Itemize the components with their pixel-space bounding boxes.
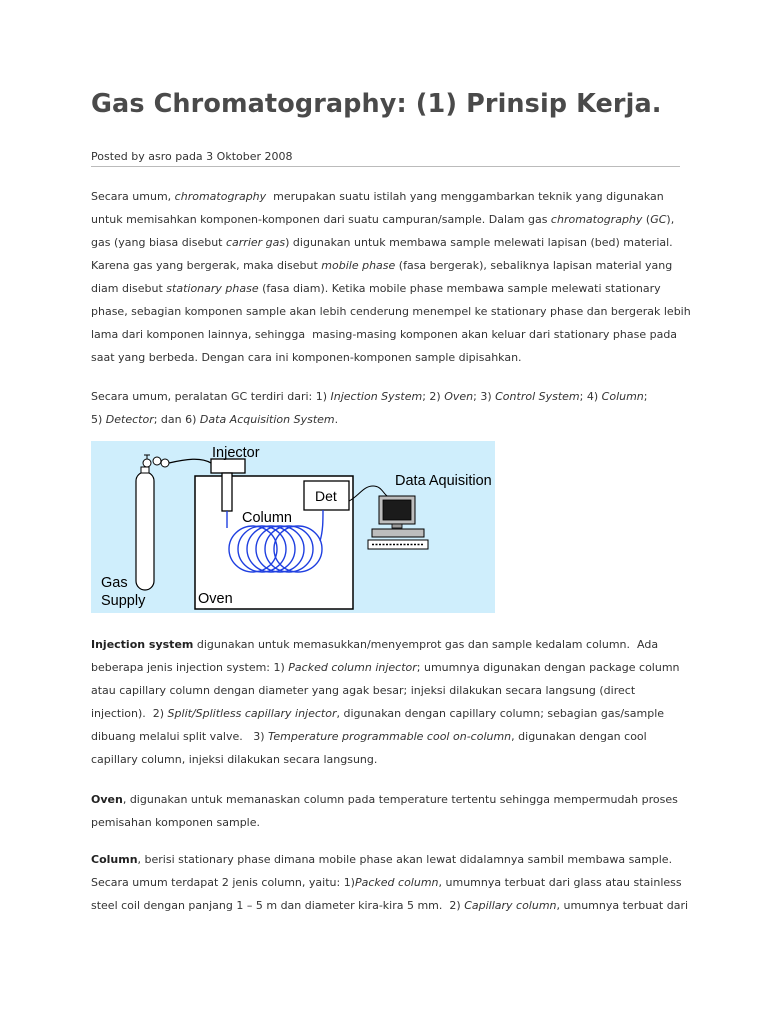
text-run: steel coil dengan panjang 1 – 5 m dan diameter kira-kira 5 mm. 2) (91, 899, 465, 912)
italic-term: mobile phase (321, 259, 396, 272)
text-line (91, 346, 691, 369)
text-line (91, 848, 691, 871)
italic-term: Detector (105, 413, 154, 426)
gas-cylinder (136, 472, 154, 590)
text-run: dibuang melalui split valve. 3) (91, 730, 269, 743)
text-run: , berisi stationary phase dimana mobile phase akan lewat didalamnya sambil membawa sample. (137, 853, 673, 866)
det-label: Det (315, 488, 337, 504)
text-run: (fasa diam). Ketika mobile phase membawa sample melewati stationary (258, 282, 661, 295)
text-line (91, 277, 691, 300)
text-line (91, 656, 691, 679)
cylinder-neck (141, 467, 149, 473)
text-line (91, 633, 691, 656)
text-run: injection). 2) (91, 707, 168, 720)
text-line (91, 871, 691, 894)
text-run: Secara umum, (91, 190, 175, 203)
italic-term: Control System (495, 390, 580, 403)
text-run: Karena gas yang bergerak, maka disebut (91, 259, 322, 272)
italic-term: Oven (444, 390, 474, 403)
column-label: Column (242, 510, 292, 526)
text-line (91, 185, 691, 208)
text-run: , umumnya terbuat dari (556, 899, 689, 912)
text-run: ( (642, 213, 651, 226)
italic-term: GC (650, 213, 667, 226)
italic-term: Packed column (354, 876, 439, 889)
text-run: pemisahan komponen sample. (91, 816, 261, 829)
text-run: ) digunakan untuk membawa sample melewati lapisan (bed) material. (285, 236, 673, 249)
text-run: Secara umum, peralatan GC terdiri dari: 1) (91, 390, 331, 403)
text-run: 5) (91, 413, 106, 426)
oven-label: Oven (198, 591, 233, 607)
paragraph-oven (91, 788, 691, 834)
text-run: ; umumnya digunakan dengan package column (416, 661, 680, 674)
text-run: . (334, 413, 339, 426)
bold-term: Injection system (91, 638, 194, 651)
italic-term: Packed column injector (288, 661, 417, 674)
text-run: gas (yang biasa disebut (91, 236, 226, 249)
post-byline: Posted by asro pada 3 Oktober 2008 (91, 150, 680, 167)
italic-term: Data Acquisition System (199, 413, 335, 426)
text-line (91, 788, 691, 811)
text-run: ; (643, 390, 648, 403)
text-line (91, 408, 691, 431)
text-run: phase, sebagian komponen sample akan lebih cenderung menempel ke stationary phase dan bergerak lebih (91, 305, 691, 318)
text-line (91, 894, 691, 917)
italic-term: Column (601, 390, 644, 403)
text-line (91, 811, 691, 834)
gas-label: Gas (101, 575, 128, 591)
text-run: ), (666, 213, 675, 226)
text-run: ; 2) (422, 390, 445, 403)
text-run: , digunakan untuk memanaskan column pada temperature tertentu sehingga mempermudah proses (122, 793, 678, 806)
text-run: Secara umum terdapat 2 jenis column, yaitu: 1) (91, 876, 355, 889)
page-title: Gas Chromatography: (1) Prinsip Kerja. (91, 89, 662, 119)
gc-schematic-diagram (91, 441, 495, 613)
text-run: untuk memisahkan komponen-komponen dari suatu campuran/sample. Dalam gas (91, 213, 551, 226)
paragraph-components (91, 385, 691, 431)
italic-term: chromatography (174, 190, 267, 203)
supply-label: Supply (101, 593, 146, 609)
text-run: saat yang berbeda. Dengan cara ini komponen-komponen sample dipisahkan. (91, 351, 522, 364)
italic-term: Injection System (330, 390, 423, 403)
italic-term: chromatography (550, 213, 643, 226)
text-run: , digunakan dengan cool (511, 730, 647, 743)
text-line (91, 748, 691, 771)
text-run: capillary column, injeksi dilakukan secara langsung. (91, 753, 378, 766)
injector-block (211, 459, 245, 473)
paragraph-column (91, 848, 691, 917)
text-run: lama dari komponen lainnya, sehingga masing-masing komponen akan keluar dari stationary phase pada (91, 328, 678, 341)
text-run: digunakan untuk memasukkan/menyemprot gas dan sample kedalam column. Ada (193, 638, 659, 651)
italic-term: Temperature programmable cool on-column (268, 730, 512, 743)
text-run: ; 3) (473, 390, 496, 403)
paragraph-injection-system (91, 633, 691, 771)
italic-term: stationary phase (166, 282, 259, 295)
text-run: (fasa bergerak), sebaliknya lapisan material yang (395, 259, 673, 272)
text-run: merupakan suatu istilah yang menggambarkan teknik yang digunakan (266, 190, 664, 203)
text-run: diam disebut (91, 282, 167, 295)
text-line (91, 300, 691, 323)
italic-term: Split/Splitless capillary injector (167, 707, 337, 720)
text-line (91, 231, 691, 254)
text-line (91, 385, 691, 408)
bold-term: Column (91, 853, 138, 866)
text-line (91, 254, 691, 277)
paragraph-intro (91, 185, 691, 369)
data-acquisition-label: Data Aquisition (395, 473, 492, 489)
text-line (91, 725, 691, 748)
text-line (91, 323, 691, 346)
bold-term: Oven (91, 793, 123, 806)
text-line (91, 679, 691, 702)
text-run: , digunakan dengan capillary column; sebagian gas/sample (336, 707, 665, 720)
injector-label: Injector (212, 445, 260, 461)
italic-term: Capillary column (464, 899, 557, 912)
text-run: ; 4) (579, 390, 602, 403)
text-run: beberapa jenis injection system: 1) (91, 661, 289, 674)
text-run: , umumnya terbuat dari glass atau stainless (438, 876, 682, 889)
italic-term: carrier gas (226, 236, 286, 249)
text-run: atau capillary column dengan diameter yang agak besar; injeksi dilakukan secara langsung (direct (91, 684, 636, 697)
injector-stem (222, 473, 232, 511)
text-line (91, 702, 691, 725)
text-run: ; dan 6) (153, 413, 200, 426)
text-line (91, 208, 691, 231)
